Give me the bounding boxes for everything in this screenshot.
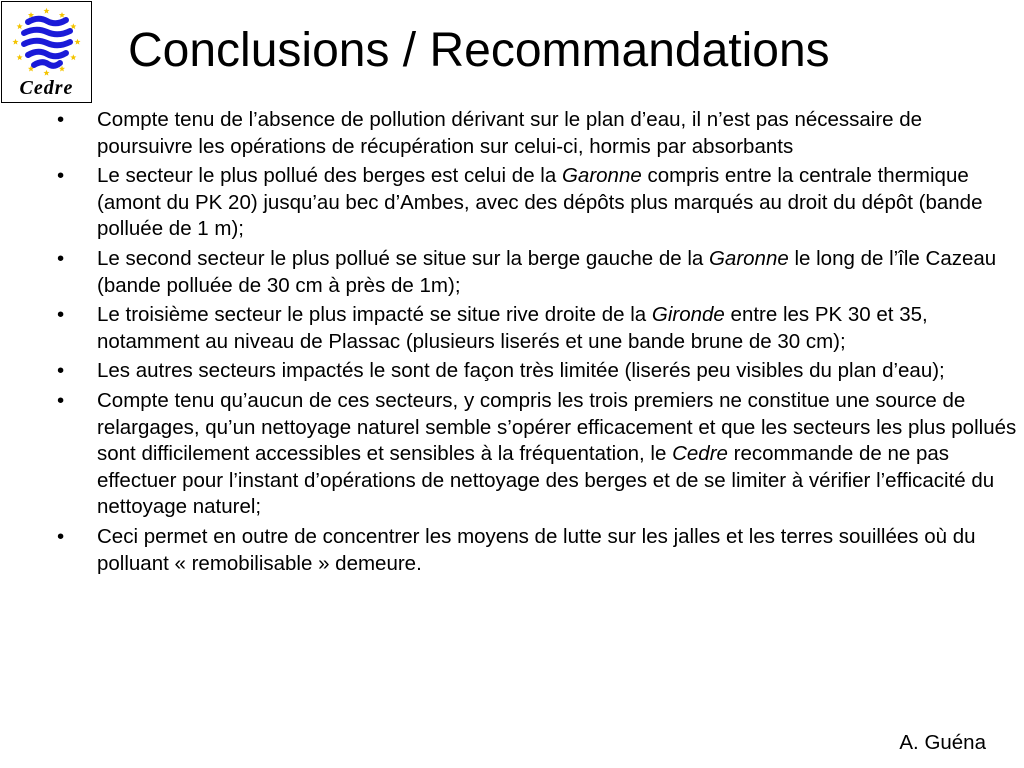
slide-title: Conclusions / Recommandations — [128, 24, 830, 77]
bullet-dot: • — [57, 303, 65, 327]
bullet-item — [57, 358, 1017, 385]
star-icon — [70, 23, 76, 29]
bullet-item — [57, 302, 1017, 355]
bullet-dot: • — [57, 164, 65, 188]
star-icon — [17, 23, 23, 29]
bullet-dot: • — [57, 108, 65, 131]
star-icon — [12, 39, 18, 45]
star-icon — [43, 70, 49, 76]
bullet-text: Le secteur le plus pollué des berges est celui de la — [97, 164, 562, 188]
bullet-item — [57, 163, 1017, 243]
bullet-text: Compte tenu qu’aucun de ces secteurs, y compris les trois premiers ne constitue une source de relargages, qu’un nettoyage naturel semble s’opérer efficacement et que les secteurs les plus pollués sont difficilement accessibles et sensibles à la fréquentation, le — [97, 388, 1017, 466]
bullet-text: Ceci permet en outre de concentrer les moyens de lutte sur les jalles et les terres souillées où du polluant « remobilisable » demeure. — [97, 524, 976, 575]
star-icon — [74, 39, 80, 45]
bullet-text: entre les PK 30 et 35, notamment au niveau de Plassac (plusieurs liserés et une bande brune de 30 cm); — [97, 303, 928, 353]
cedre-logo — [1, 1, 92, 103]
bullet-text: recommande de ne pas effectuer pour l’instant d’opérations de nettoyage des berges et de se limiter à vérifier l’efficacité du nettoyage naturel; — [97, 442, 995, 519]
bullet-item — [57, 388, 1017, 521]
conclusions-list — [57, 107, 1017, 580]
bullet-item — [57, 524, 1017, 577]
bullet-text: Le second secteur le plus pollué se situe sur la berge gauche de la — [97, 246, 709, 270]
star-icon — [43, 8, 49, 14]
italic-name: Cedre — [672, 442, 728, 466]
bullet-item — [57, 246, 1017, 299]
star-icon — [70, 54, 76, 60]
logo-wordmark: Cedre — [19, 77, 74, 99]
bullet-text: Compte tenu de l’absence de pollution dérivant sur le plan d’eau, il n’est pas nécessaire de poursuivre les opérations de récupération sur celui-ci, hormis par absorbants — [97, 108, 923, 158]
star-icon — [59, 12, 65, 18]
bullet-text: compris entre la centrale thermique (amont du PK 20) jusqu’au bec d’Ambes, avec des dépôts plus marqués au droit du dépôt (bande polluée de 1 m); — [97, 164, 983, 241]
italic-name: Garonne — [561, 164, 642, 188]
italic-name: Gironde — [651, 303, 725, 327]
wave-lines — [24, 19, 70, 66]
star-icon — [17, 54, 23, 60]
bullet-dot: • — [57, 388, 65, 412]
bullet-text: le long de l’île Cazeau (bande polluée de 30 cm à près de 1m); — [97, 246, 997, 297]
bullet-dot: • — [57, 524, 65, 548]
bullet-dot: • — [57, 246, 65, 270]
italic-name: Garonne — [708, 246, 789, 270]
bullet-dot: • — [57, 359, 65, 383]
bullet-text: Les autres secteurs impactés le sont de façon très limitée (liserés peu visibles du plan d’eau); — [97, 359, 945, 383]
bullet-text: Le troisième secteur le plus impacté se situe rive droite de la — [97, 303, 652, 327]
bullet-item — [57, 107, 1017, 160]
author-signature: A. Guéna — [899, 731, 986, 754]
